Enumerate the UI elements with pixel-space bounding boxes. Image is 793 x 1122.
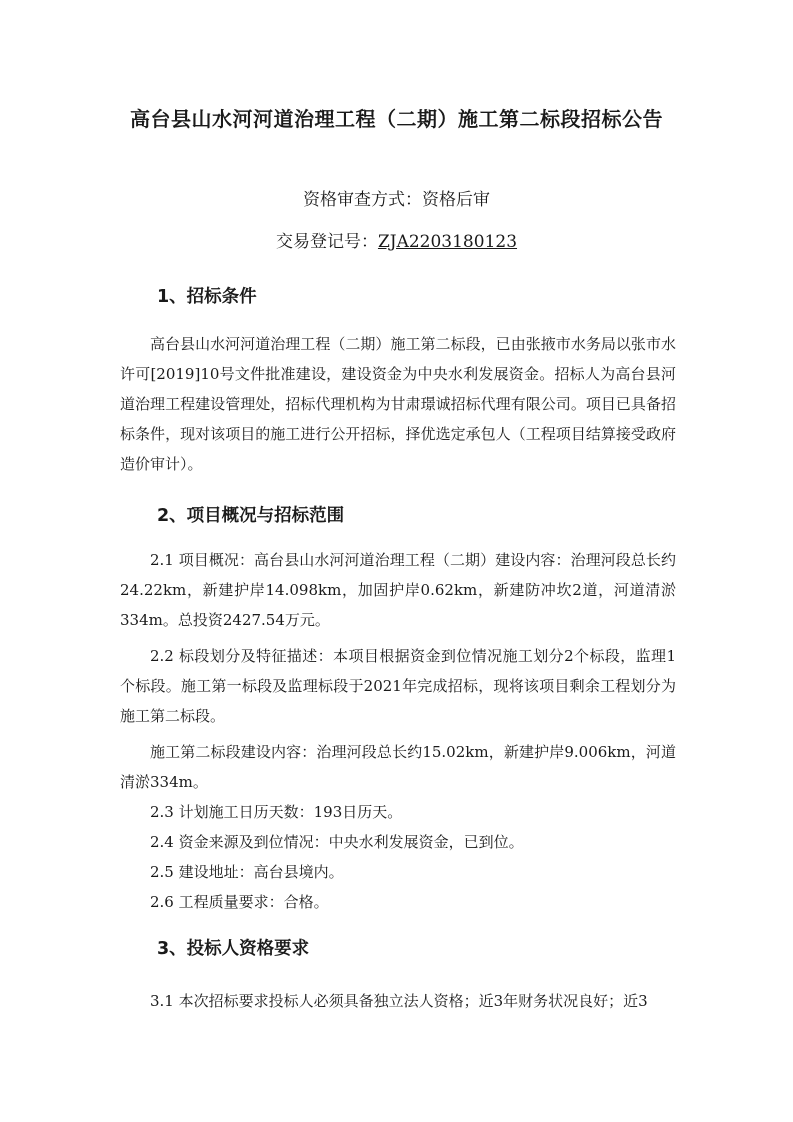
section-heading-bidding-conditions: 1、招标条件 [157,287,257,307]
paragraph-2-1: 2.1 项目概况：高台县山水河河道治理工程（二期）建设内容：治理河段总长约24.22km，新建护岸14.098km，加固护岸0.62km，新建防冲坎2道，河道清淤334m。总投资2427.54万元。 [120,551,676,629]
paragraph-2-4: 2.4 资金来源及到位情况：中央水利发展资金，已到位。 [150,833,524,851]
paragraph-bidding-conditions: 高台县山水河河道治理工程（二期）施工第二标段，已由张掖市水务局以张市水许可[2019]10号文件批准建设，建设资金为中央水利发展资金。招标人为高台县河道治理工程建设管理处，招标代理机构为甘肃璟诚招标代理有限公司。项目已具备招标条件，现对该项目的施工进行公开招标，择优选定承包人（工程项目结算接受政府造价审计）。 [120,335,676,473]
paragraph-3-1: 3.1 本次招标要求投标人必须具备独立法人资格；近3年财务状况良好；近3 [150,992,648,1010]
registration-number: ZJA2203180123 [377,232,518,252]
section-heading-bidder-qualifications: 3、投标人资格要求 [157,939,310,959]
paragraph-2-2-lot2: 施工第二标段建设内容：治理河段总长约15.02km，新建护岸9.006km，河道清淤334m。 [120,743,676,791]
review-method: 资格审查方式：资格后审 [303,190,490,210]
paragraph-2-2: 2.2 标段划分及特征描述：本项目根据资金到位情况施工划分2个标段，监理1个标段。施工第一标段及监理标段于2021年完成招标，现将该项目剩余工程划分为施工第二标段。 [120,647,676,725]
registration-label: 交易登记号： [275,232,378,252]
registration-line [0,229,793,255]
paragraph-2-6: 2.6 工程质量要求：合格。 [150,893,329,911]
section-heading-project-overview: 2、项目概况与招标范围 [157,506,345,526]
paragraph-2-5: 2.5 建设地址：高台县境内。 [150,863,344,881]
paragraph-2-3: 2.3 计划施工日历天数：193日历天。 [150,803,403,821]
document-title: 高台县山水河河道治理工程（二期）施工第二标段招标公告 [130,107,663,131]
